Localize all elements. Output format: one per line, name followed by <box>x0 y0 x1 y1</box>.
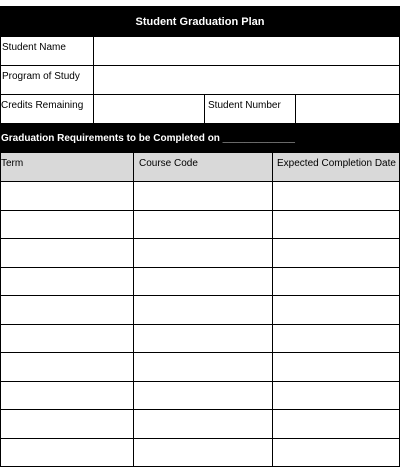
student-number-field[interactable] <box>296 95 400 123</box>
term-cell[interactable] <box>1 382 134 410</box>
term-cell[interactable] <box>1 182 134 210</box>
table-row <box>0 211 400 240</box>
table-row <box>0 182 400 211</box>
expected-date-cell[interactable] <box>273 410 400 438</box>
requirements-section-bar <box>0 124 400 153</box>
column-header-course-code: Course Code <box>134 153 273 181</box>
student-name-label: Student Name <box>1 37 94 65</box>
course-code-cell[interactable] <box>134 439 273 467</box>
form-title: Student Graduation Plan <box>135 15 265 28</box>
credits-remaining-field[interactable] <box>94 95 205 123</box>
graduation-plan-form <box>0 6 400 467</box>
requirements-heading: Graduation Requirements to be Completed on _____________ <box>1 133 295 144</box>
credits-number-row <box>0 95 400 124</box>
course-code-cell[interactable] <box>134 325 273 353</box>
table-row <box>0 439 400 468</box>
table-row <box>0 353 400 382</box>
table-row <box>0 410 400 439</box>
course-code-cell[interactable] <box>134 296 273 324</box>
table-body <box>0 182 400 467</box>
column-header-term: Term <box>1 153 134 181</box>
table-row <box>0 382 400 411</box>
term-cell[interactable] <box>1 353 134 381</box>
credits-remaining-label: Credits Remaining <box>1 95 94 123</box>
course-code-cell[interactable] <box>134 410 273 438</box>
expected-date-cell[interactable] <box>273 439 400 467</box>
student-name-row <box>0 37 400 66</box>
course-code-cell[interactable] <box>134 382 273 410</box>
program-of-study-label: Program of Study <box>1 66 94 94</box>
expected-date-cell[interactable] <box>273 296 400 324</box>
table-row <box>0 325 400 354</box>
table-header-row <box>0 153 400 182</box>
course-code-cell[interactable] <box>134 353 273 381</box>
course-code-cell[interactable] <box>134 211 273 239</box>
column-header-expected-date: Expected Completion Date <box>273 153 400 181</box>
term-cell[interactable] <box>1 325 134 353</box>
expected-date-cell[interactable] <box>273 211 400 239</box>
expected-date-cell[interactable] <box>273 353 400 381</box>
term-cell[interactable] <box>1 410 134 438</box>
course-code-cell[interactable] <box>134 239 273 267</box>
program-row <box>0 66 400 95</box>
expected-date-cell[interactable] <box>273 182 400 210</box>
table-row <box>0 239 400 268</box>
table-row <box>0 296 400 325</box>
table-row <box>0 268 400 297</box>
term-cell[interactable] <box>1 268 134 296</box>
term-cell[interactable] <box>1 296 134 324</box>
program-of-study-field[interactable] <box>94 66 400 94</box>
course-code-cell[interactable] <box>134 268 273 296</box>
course-code-cell[interactable] <box>134 182 273 210</box>
expected-date-cell[interactable] <box>273 268 400 296</box>
form-title-bar <box>0 6 400 37</box>
expected-date-cell[interactable] <box>273 325 400 353</box>
expected-date-cell[interactable] <box>273 239 400 267</box>
term-cell[interactable] <box>1 211 134 239</box>
term-cell[interactable] <box>1 439 134 467</box>
expected-date-cell[interactable] <box>273 382 400 410</box>
student-number-label: Student Number <box>205 95 296 123</box>
student-name-field[interactable] <box>94 37 400 65</box>
term-cell[interactable] <box>1 239 134 267</box>
